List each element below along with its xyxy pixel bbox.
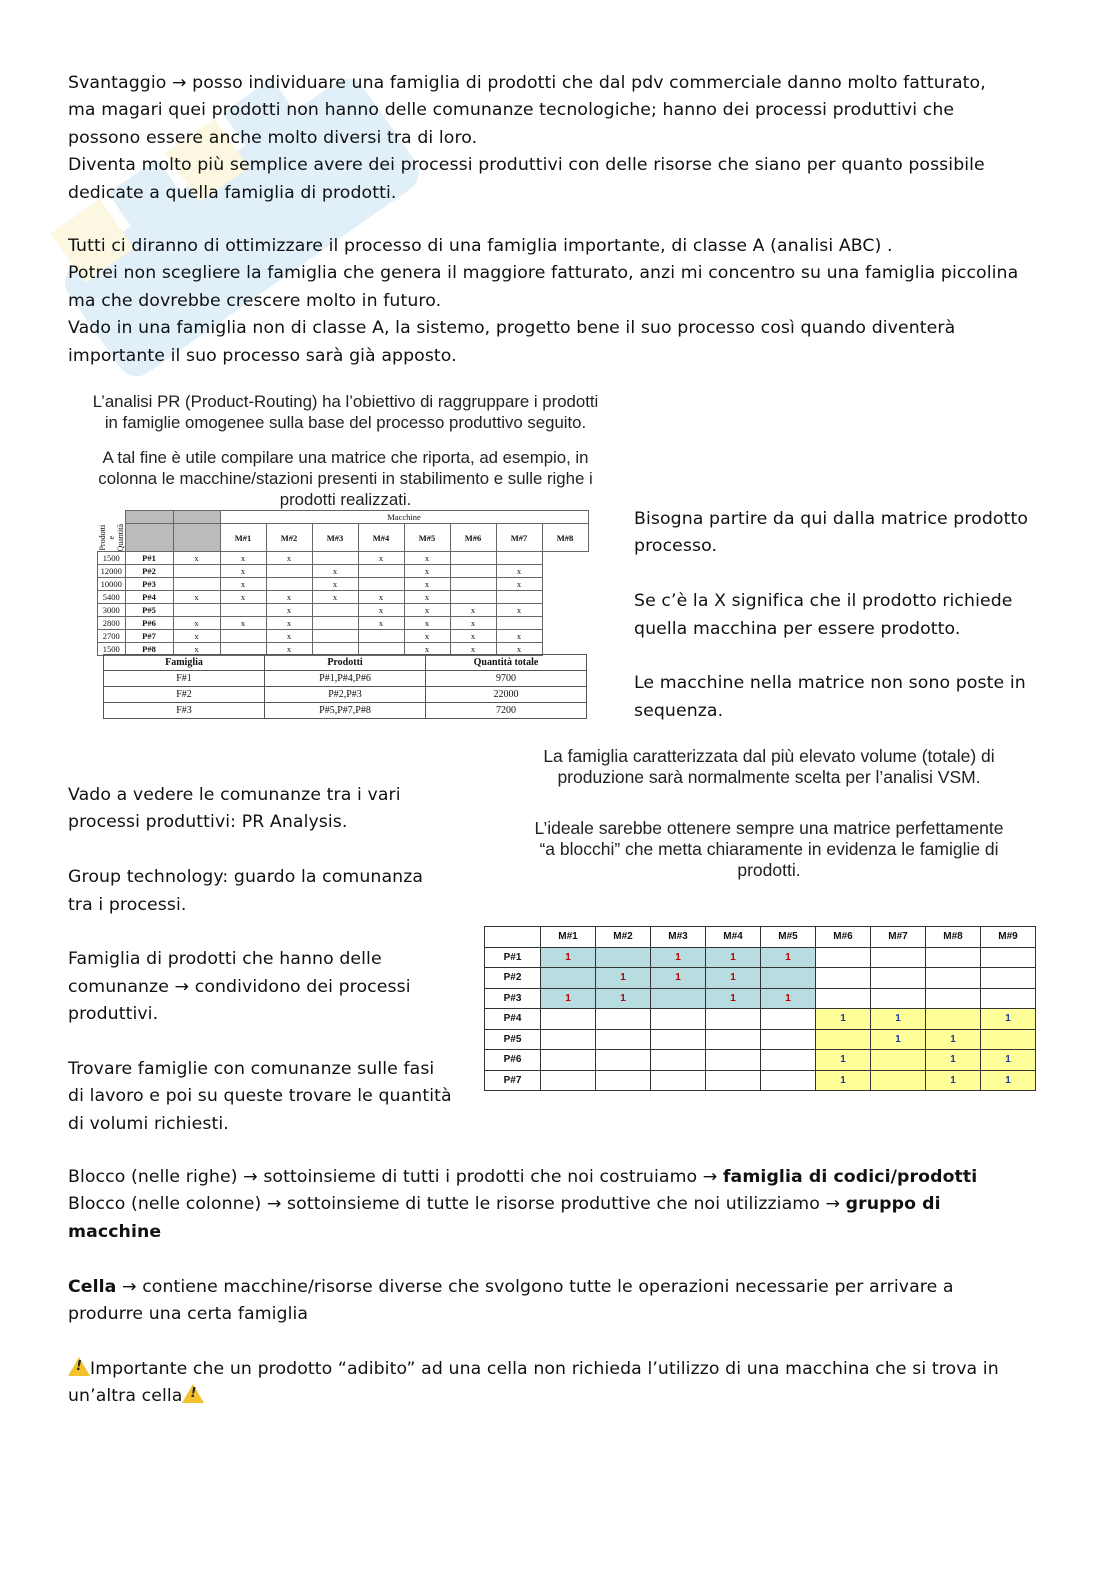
product-machine-matrix: Macchine Prodotti e Quantità M#1 M#2 M#3 M#4 M#5 M#6 M#7 M#8 1500 P#1 x x x x x 12000 P#2 x x x x 10000 P#3 x x x x 5400 P#4 x x x x x x 3000 P#5 x x x x x 2800 P#6 x x x x x x 2700 P#7 x x x x x 1500 P#8 x x x x x [97,510,589,656]
intro-paragraph: Svantaggio → posso individuare una famiglia di prodotti che dal pdv commerciale danno molto fatturato, ma magari quei prodotti non hanno delle comunanze tecnologiche; hanno dei processi produttivi che possono essere anche molto diversi tra di loro. Diventa molto più semplice avere dei processi produttivi con delle risorse che siano per quanto possibile dedicate a quella famiglia di prodotti. [68,73,986,203]
warning-icon [68,1357,90,1376]
vsm-slide-text: La famiglia caratterizzata dal più elevato volume (totale) di produzione sarà normalmente scelta per l’analisi VSM. L’ideale sarebbe ottenere sempre una matrice perfettamente “a blocchi” che metta chiaramente in evidenza le famiglie di prodotti. [534,746,1004,880]
machine-header: M#8 [926,927,981,948]
block-definitions: Blocco (nelle righe) → sottoinsieme di tutti i prodotti che noi costruiamo → famiglia di codici/prodotti Blocco (nelle colonne) → sottoinsieme di tutte le risorse produttive che noi utilizziamo → gruppo di macchine Cella → contiene macchine/risorse diverse che svolgono tutte le operazioni necessarie per arrivare a produrre una certa famiglia !Importante che un prodotto “adibito” ad una cella non richieda l’utilizzo di una macchina che si trova in un’altra cella! [68,1164,1058,1411]
table-row: 1500 P#1 x x x x x [98,552,589,565]
abc-paragraph: Tutti ci diranno di ottimizzare il processo di una famiglia importante, di classe A (analisi ABC) . Potrei non scegliere la famiglia che genera il maggiore fatturato, anzi mi concentro su una famiglia piccolina ma che dovrebbe crescere molto in futuro. Vado in una famiglia non di classe A, la sistemo, progetto bene il suo processo così quando diventerà importante il suo processo sarà già apposto. [68,236,1019,366]
pr-analysis-slide-text: L’analisi PR (Product-Routing) ha l’obiettivo di raggruppare i prodotti in famiglie omogenee sulla base del processo produttivo seguito. A tal fine è utile compilare una matrice che riporta, ad esempio, in colonna le macchine/stazioni presenti in stabilimento e sulle righe i prodotti realizzati. [92,392,599,509]
machine-header: M#5 [761,927,816,948]
machine-header: M#7 [871,927,926,948]
warning-icon [182,1384,204,1403]
table-row: 5400 P#4 x x x x x x [98,591,589,604]
machine-header: M#1 [541,927,596,948]
machine-header: M#2 [596,927,651,948]
machine-header: M#3 [651,927,706,948]
side-notes: Bisogna partire da qui dalla matrice prodotto processo. Se c’è la X significa che il prodotto richiede quella macchina per essere prodotto. Le macchine nella matrice non sono poste in sequenza. [634,509,1029,721]
table-row: P#7 1 1 1 [485,1070,1036,1091]
machine-header: M#6 [816,927,871,948]
left-notes: Vado a vedere le comunanze tra i vari processi produttivi: PR Analysis. Group technology: guardo la comunanza tra i processi. Famiglia di prodotti che hanno delle comunanze → condividono dei processi produttivi. Trovare famiglie con comunanze sulle fasi di lavoro e poi su queste trovare le quantità di volumi richiesti. [68,785,452,1134]
table-row: P#1 1 1 1 1 [485,947,1036,968]
table-row: P#6 1 1 1 [485,1050,1036,1071]
table-row: P#4 1 1 1 [485,1009,1036,1030]
machine-header: M#9 [981,927,1036,948]
table-row: 3000 P#5 x x x x x [98,604,589,617]
machine-header: M#4 [706,927,761,948]
families-table: Famiglia Prodotti Quantità totale F#1 P#1,P#4,P#6 9700 F#2 P#2,P#3 22000 F#3 P#5,P#7,P#8 7200 [103,654,587,719]
table-row: P#2 1 1 1 [485,968,1036,989]
table-row: P#3 1 1 1 1 [485,988,1036,1009]
table-row: 10000 P#3 x x x x [98,578,589,591]
table-row: P#5 1 1 [485,1029,1036,1050]
table-row: 12000 P#2 x x x x [98,565,589,578]
block-matrix [484,926,1036,1091]
table-row: 1500 P#8 x x x x x [98,643,589,656]
table-row: 2700 P#7 x x x x x [98,630,589,643]
table-row: 2800 P#6 x x x x x x [98,617,589,630]
